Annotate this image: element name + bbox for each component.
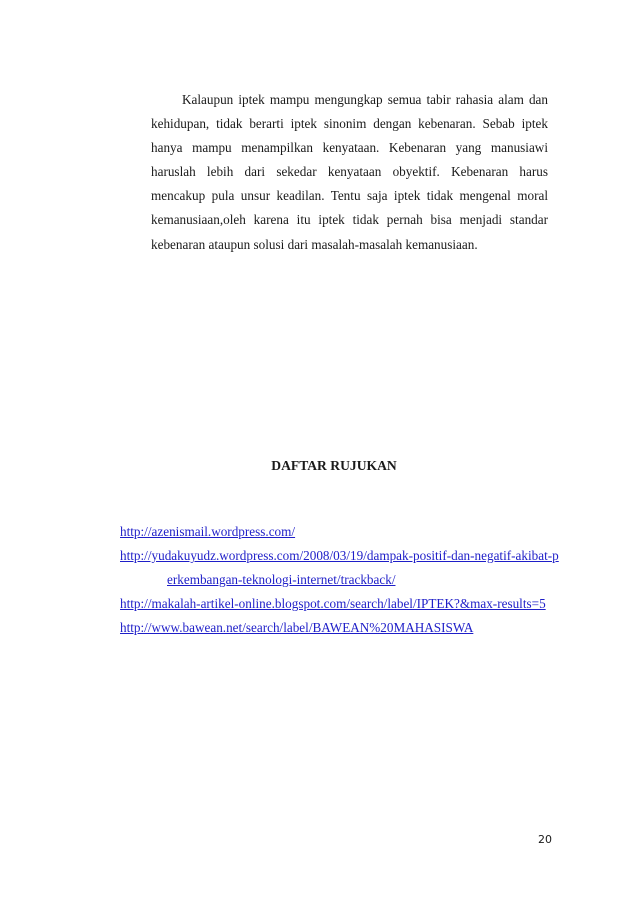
reference-link-yudakuyudz[interactable]: http://yudakuyudz.wordpress.com/2008/03/19/dampak-positif-dan-negatif-akibat-perkembangan-teknologi-internet/trackback/ xyxy=(120,548,559,588)
references-heading: DAFTAR RUJUKAN xyxy=(271,458,397,473)
body-paragraph: Kalaupun iptek mampu mengungkap semua tabir rahasia alam dan kehidupan, tidak berarti iptek sinonim dengan kebenaran. Sebab iptek hanya mampu menampilkan kenyataan. Kebenaran yang manusiawi haruslah lebih dari sekedar kenyataan obyektif. Kebenaran harus mencakup pula unsur keadilan. Tentu saja iptek tidak mengenal moral kemanusiaan,oleh karena itu iptek tidak pernah bisa menjadi standar kebenaran ataupun solusi dari masalah-masalah kemanusiaan. xyxy=(151,92,548,252)
reference-list xyxy=(120,520,560,640)
reference-link-bawean[interactable]: http://www.bawean.net/search/label/BAWEAN%20MAHASISWA xyxy=(120,620,474,636)
reference-link-makalah-artikel[interactable]: http://makalah-artikel-online.blogspot.com/search/label/IPTEK?&max-results=5 xyxy=(120,596,546,612)
reference-link-azenismail[interactable]: http://azenismail.wordpress.com/ xyxy=(120,524,296,539)
page-number: 20 xyxy=(538,833,552,846)
